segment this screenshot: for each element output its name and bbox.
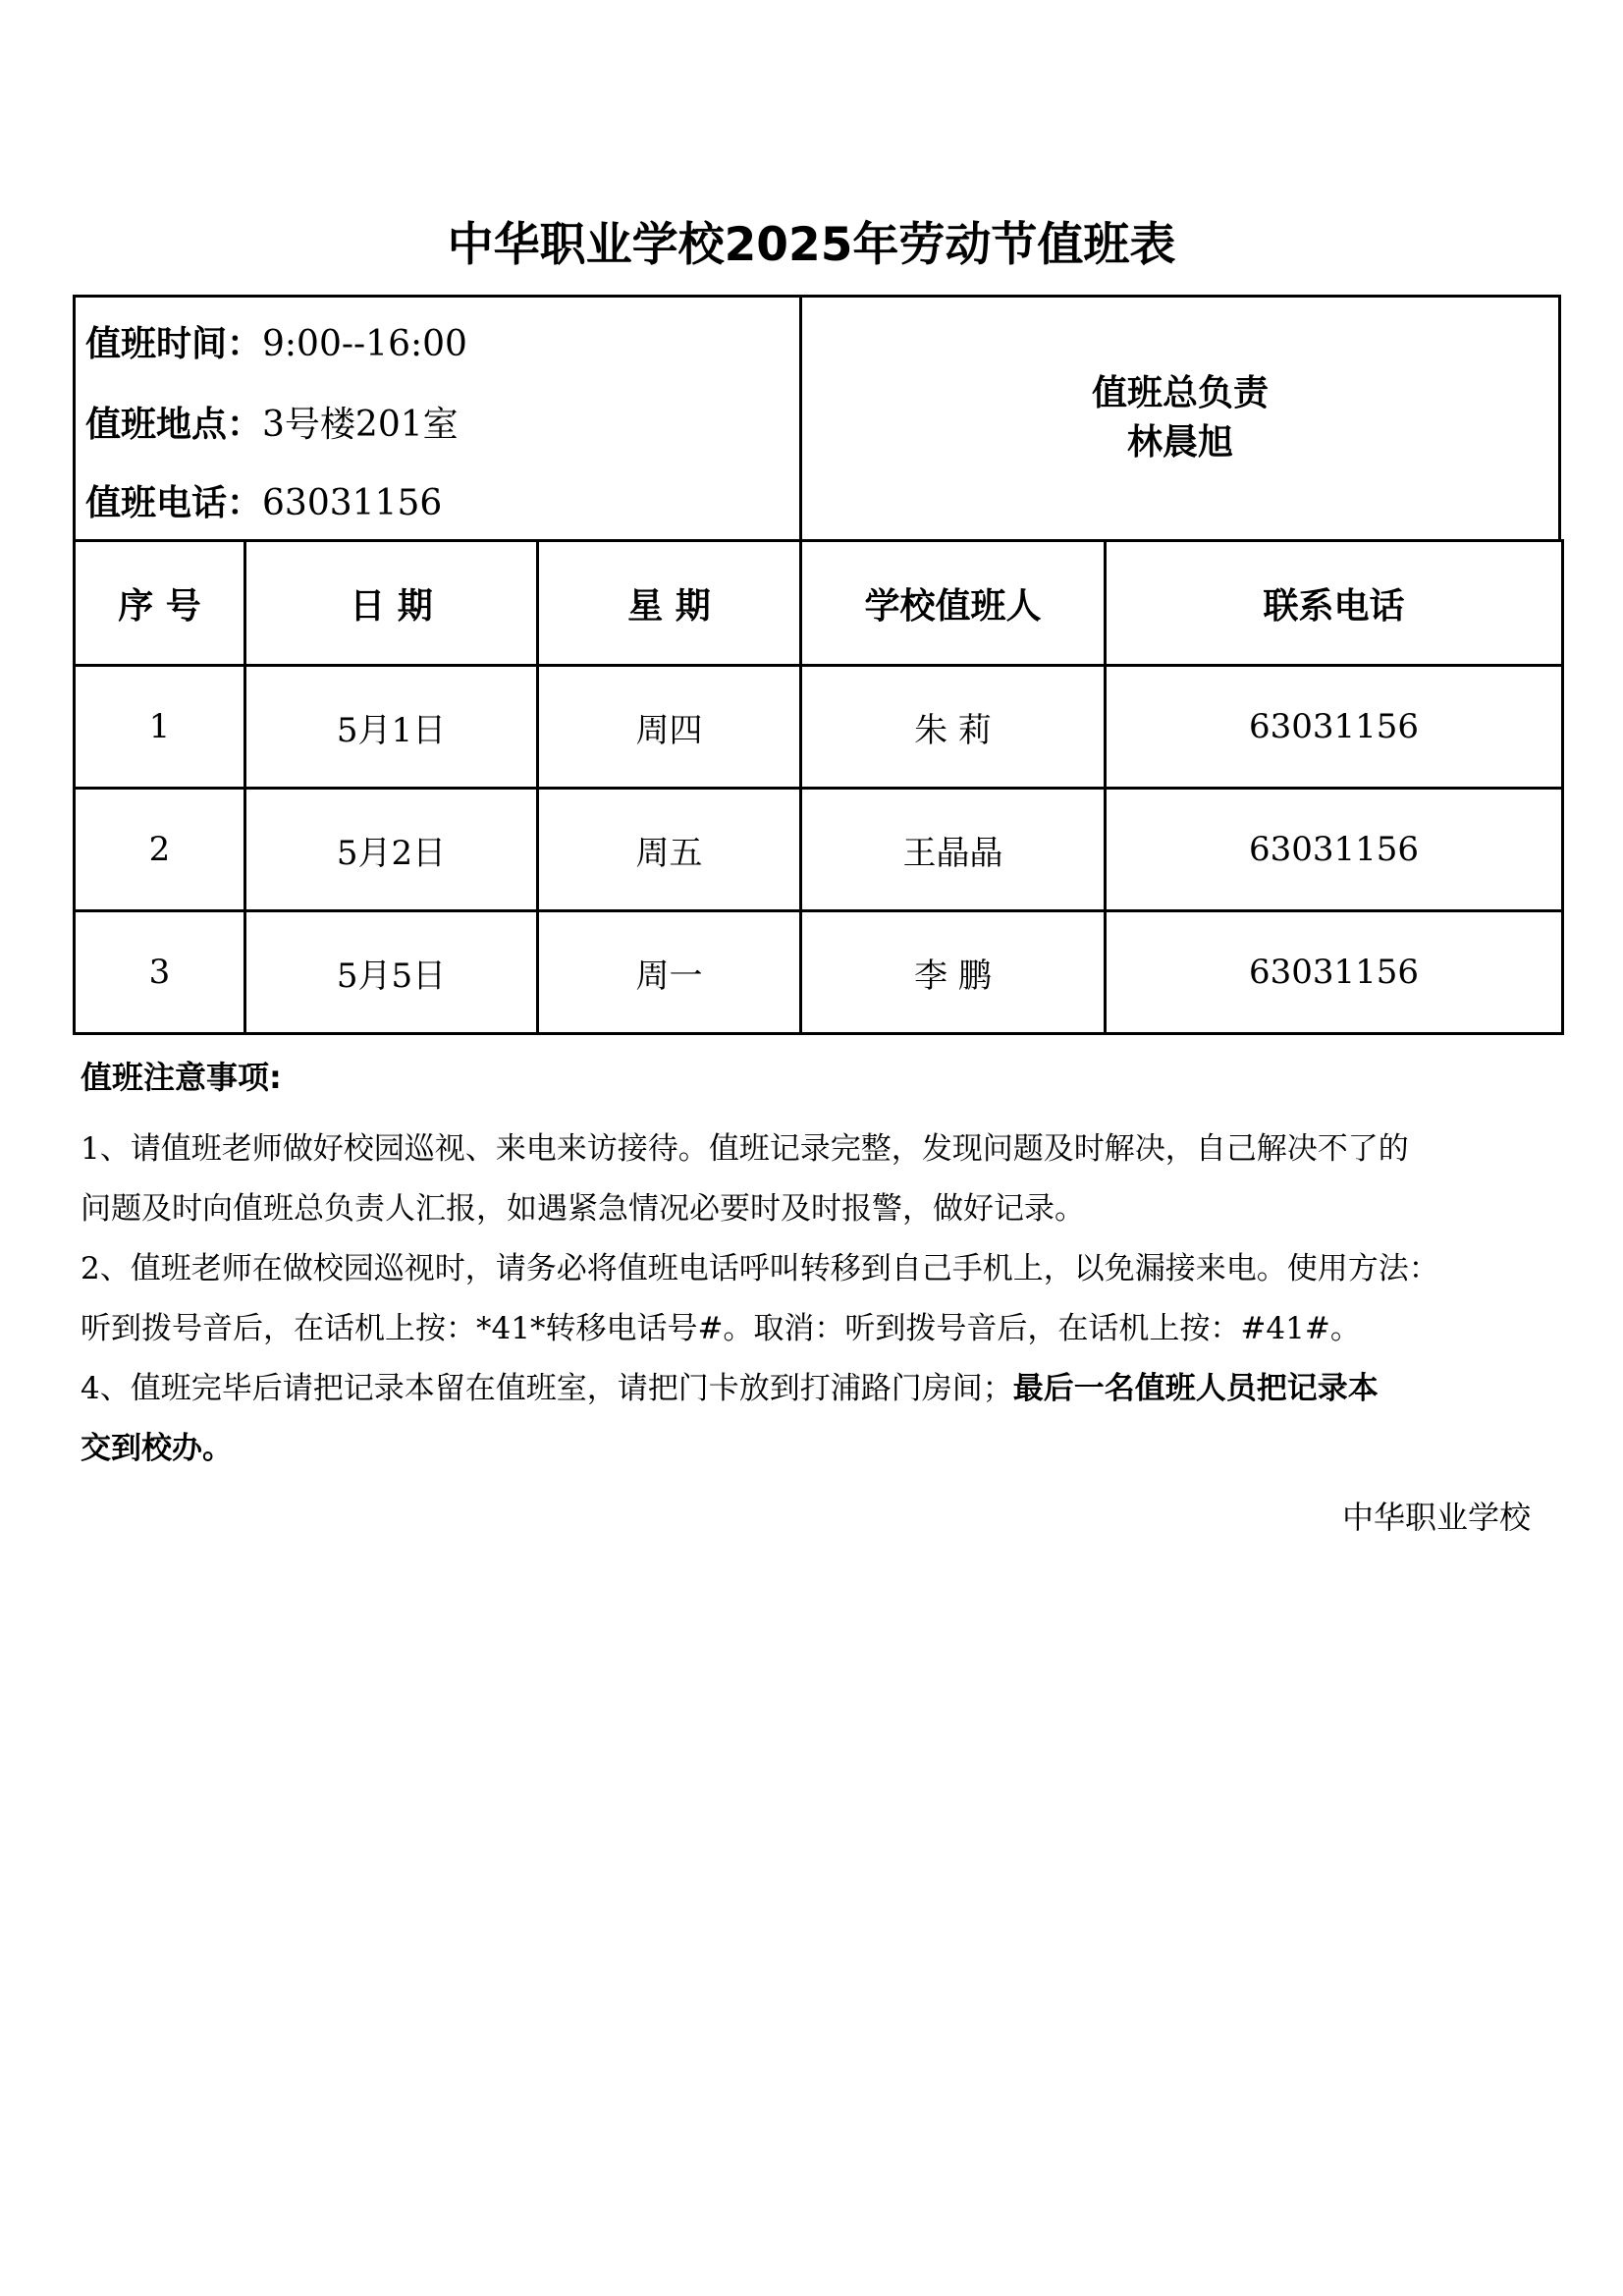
cell-weekday: 周一 — [538, 911, 801, 1034]
note-line — [81, 1429, 233, 1468]
cell-person: 朱 莉 — [801, 666, 1106, 789]
cell-weekday: 周四 — [538, 666, 801, 789]
header-index: 序 号 — [75, 541, 245, 666]
duty-place-line — [85, 404, 459, 447]
header-phone: 联系电话 — [1106, 541, 1563, 666]
duty-table — [73, 539, 1564, 1035]
header-date: 日 期 — [245, 541, 538, 666]
note-bold-text: 最后一名值班人员把记录本 — [1012, 1371, 1379, 1406]
cell-weekday: 周五 — [538, 789, 801, 911]
cell-phone: 63031156 — [1106, 911, 1563, 1034]
cell-date: 5月5日 — [245, 911, 538, 1034]
cell-date: 5月1日 — [245, 666, 538, 789]
note-line: 问题及时向值班总负责人汇报，如遇紧急情况必要时及时报警，做好记录。 — [81, 1191, 1085, 1227]
duty-phone-value: 63031156 — [262, 483, 443, 523]
table-row — [75, 789, 1563, 911]
page-title: 中华职业学校2025年劳动节值班表 — [447, 218, 1176, 272]
duty-phone-label: 值班电话： — [85, 483, 263, 523]
header-weekday: 星 期 — [538, 541, 801, 666]
note-line — [81, 1369, 1379, 1408]
note-bold-text: 交到校办。 — [81, 1431, 233, 1466]
note-line: 听到拨号音后，在话机上按：*41*转移电话号#。取消：听到拨号音后，在话机上按：#41#。 — [81, 1311, 1361, 1346]
duty-place-value: 3号楼201室 — [262, 405, 459, 445]
duty-info-box — [73, 295, 1561, 542]
duty-chief-cell — [802, 298, 1558, 539]
duty-time-label: 值班时间： — [85, 324, 263, 364]
signature: 中华职业学校 — [1341, 1499, 1531, 1536]
cell-index: 3 — [75, 911, 245, 1034]
cell-person: 李 鹏 — [801, 911, 1106, 1034]
notes-title: 值班注意事项: — [81, 1059, 282, 1096]
duty-info-left — [76, 298, 802, 539]
table-header-row — [75, 541, 1563, 666]
cell-person: 王晶晶 — [801, 789, 1106, 911]
note-text: 4、值班完毕后请把记录本留在值班室，请把门卡放到打浦路门房间； — [81, 1371, 1013, 1406]
table-row — [75, 666, 1563, 789]
duty-place-label: 值班地点： — [85, 405, 263, 445]
note-line: 2、值班老师在做校园巡视时，请务必将值班电话呼叫转移到自己手机上，以免漏接来电。使用方法： — [81, 1251, 1439, 1286]
cell-date: 5月2日 — [245, 789, 538, 911]
duty-time-value: 9:00--16:00 — [262, 324, 467, 364]
duty-chief-name: 林晨旭 — [1126, 422, 1233, 463]
cell-index: 1 — [75, 666, 245, 789]
header-person: 学校值班人 — [801, 541, 1106, 666]
duty-time-line — [85, 323, 467, 366]
duty-chief-label: 值班总负责 — [1091, 373, 1269, 413]
table-row — [75, 911, 1563, 1034]
cell-index: 2 — [75, 789, 245, 911]
duty-phone-line — [85, 482, 442, 525]
cell-phone: 63031156 — [1106, 789, 1563, 911]
cell-phone: 63031156 — [1106, 666, 1563, 789]
note-line: 1、请值班老师做好校园巡视、来电来访接待。值班记录完整，发现问题及时解决，自己解决不了的 — [81, 1131, 1409, 1167]
